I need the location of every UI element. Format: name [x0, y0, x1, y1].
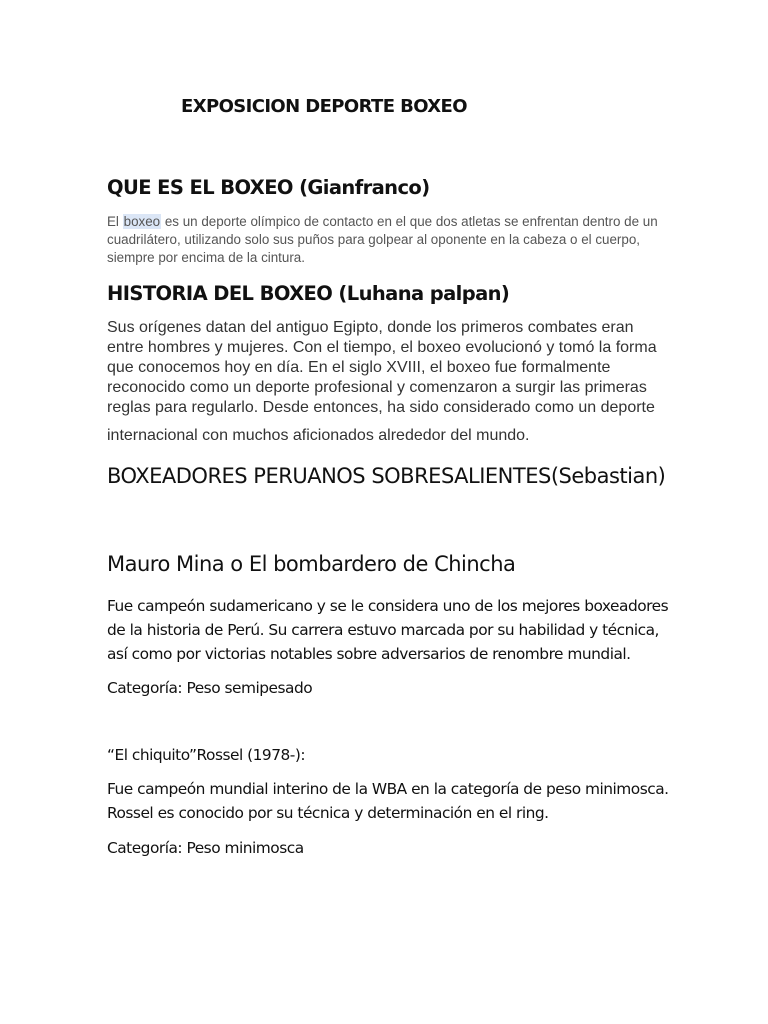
highlighted-word[interactable]: boxeo	[123, 214, 161, 229]
boxer-description-rossel: Fue campeón mundial interino de la WBA en la categoría de peso minimosca. Rossel es conocido por su técnica y determinación en el ring.	[107, 780, 669, 822]
heading-historia-boxeo: HISTORIA DEL BOXEO (Luhana palpan)	[107, 282, 510, 305]
paragraph-historia: Sus orígenes datan del antiguo Egipto, donde los primeros combates eran entre hombres y mujeres. Con el tiempo, el boxeo evolucionó y tomó la forma que conocemos hoy en día. En el siglo XVIII, el boxeo fue formalmente reconocido como un deporte profesional y comenzaron a surgir las primeras reglas para regularlo. Desde entonces, ha sido considerado como un deporte	[107, 319, 657, 416]
boxer-name-mauro-mina: Mauro Mina o El bombardero de Chincha	[107, 552, 516, 576]
paragraph-text-start: El	[107, 214, 123, 229]
paragraph-historia-last-line: internacional con muchos aficionados alrededor del mundo.	[107, 427, 530, 444]
heading-boxeadores-peruanos: BOXEADORES PERUANOS SOBRESALIENTES(Sebastian)	[107, 464, 666, 488]
boxer-description-mauro-mina: Fue campeón sudamericano y se le considera uno de los mejores boxeadores de la historia de Perú. Su carrera estuvo marcada por su habilidad y técnica, así como por victorias notables sobre adversarios de renombre mundial.	[107, 597, 669, 663]
paragraph-que-es-boxeo	[107, 213, 667, 267]
document-title: EXPOSICION DEPORTE BOXEO	[181, 96, 467, 117]
boxer-name-rossel: “El chiquito”Rossel (1978-):	[107, 746, 306, 764]
boxer-category-mauro-mina: Categoría: Peso semipesado	[107, 679, 313, 697]
boxer-category-rossel: Categoría: Peso minimosca	[107, 839, 304, 857]
paragraph-text-rest: es un deporte olímpico de contacto en el que dos atletas se enfrentan dentro de un cuadrilátero, utilizando solo sus puños para golpear al oponente en la cabeza o el cuerpo, siempre por encima de la cintura.	[107, 214, 658, 265]
heading-que-es-boxeo: QUE ES EL BOXEO (Gianfranco)	[107, 176, 430, 199]
